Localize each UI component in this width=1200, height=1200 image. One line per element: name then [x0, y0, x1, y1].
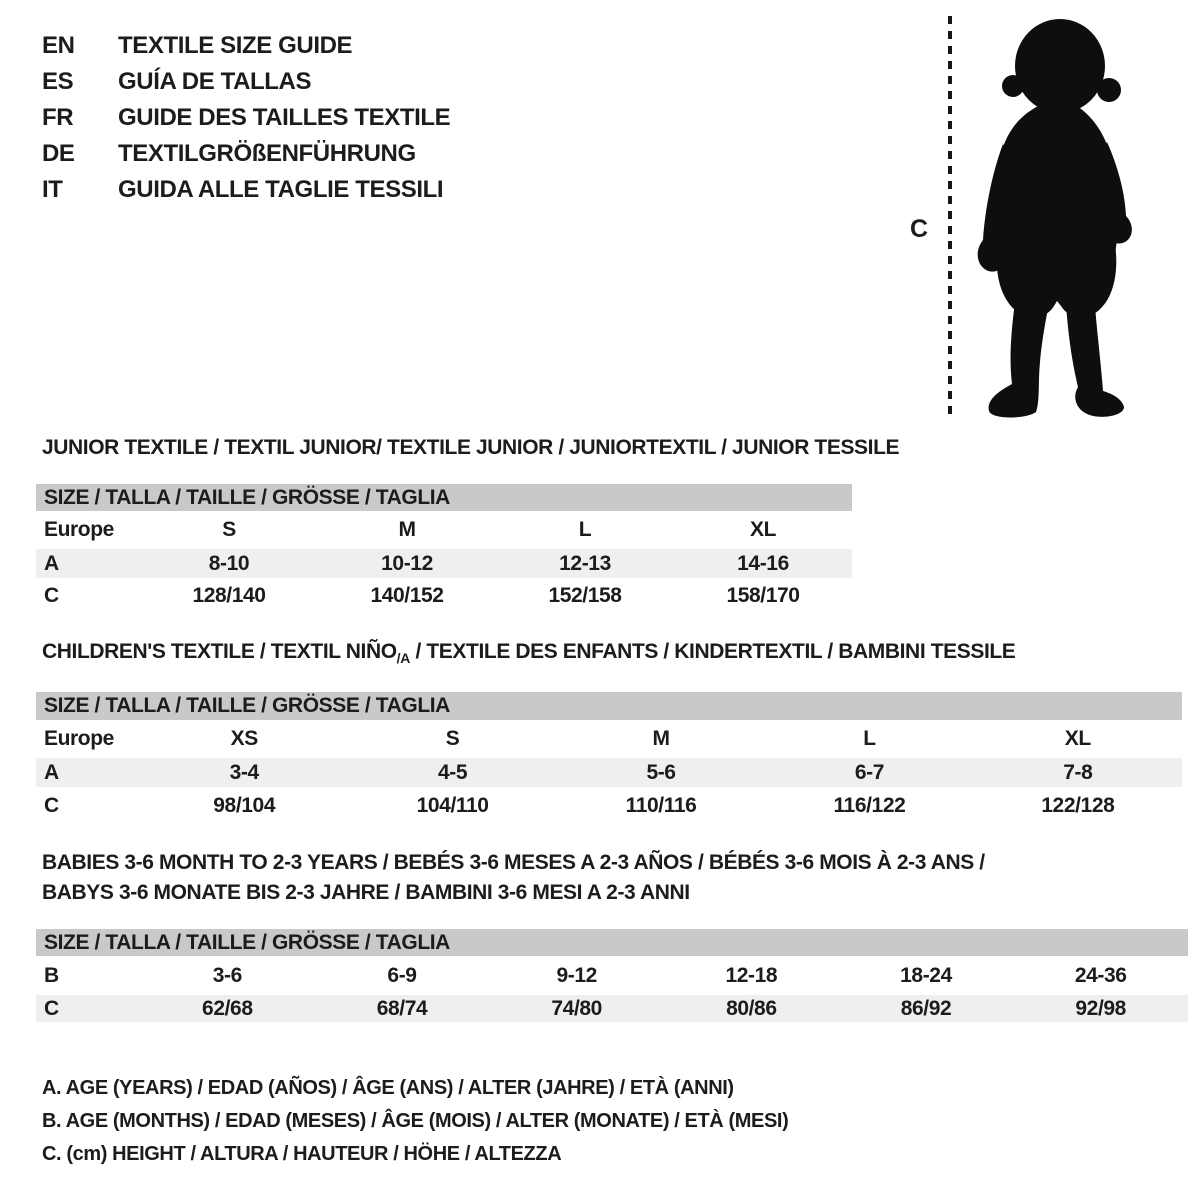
- table-cell: 14-16: [737, 551, 789, 575]
- table-cell: 116/122: [833, 794, 906, 817]
- table-cell: 92/98: [1075, 996, 1126, 1020]
- row-label: C: [44, 794, 59, 817]
- table-cell: 80/86: [726, 996, 777, 1020]
- table-cell: 3-4: [229, 760, 259, 784]
- row-label: Europe: [44, 727, 114, 750]
- children-heading-suffix: / TEXTILE DES ENFANTS / KINDERTEXTIL / BAMBINI TESSILE: [410, 640, 1016, 663]
- junior-section-heading: JUNIOR TEXTILE / TEXTIL JUNIOR/ TEXTILE JUNIOR / JUNIORTEXTIL / JUNIOR TESSILE: [42, 436, 900, 459]
- table-cell: 122/128: [1041, 794, 1115, 817]
- children-row-c: [36, 787, 1182, 825]
- table-cell: 110/116: [625, 794, 697, 817]
- babies-row-c: [36, 995, 1188, 1022]
- guide-title-de: TEXTILGRÖßENFÜHRUNG: [118, 140, 416, 167]
- table-cell: XL: [1064, 727, 1091, 750]
- lang-code-it: IT: [42, 176, 63, 203]
- table-cell: L: [863, 727, 876, 750]
- table-cell: 74/80: [551, 996, 602, 1020]
- table-cell: XS: [230, 727, 258, 750]
- guide-title-es: GUÍA DE TALLAS: [118, 68, 312, 95]
- table-cell: M: [652, 727, 670, 750]
- babies-section-heading-line2: BABYS 3-6 MONATE BIS 2-3 JAHRE / BAMBINI 3-6 MESI A 2-3 ANNI: [42, 881, 690, 904]
- table-cell: L: [578, 518, 592, 541]
- legend-line-c: C. (cm) HEIGHT / ALTURA / HAUTEUR / HÖHE / ALTEZZA: [42, 1143, 562, 1165]
- table-cell: S: [222, 518, 236, 541]
- babies-size-header-bar: SIZE / TALLA / TAILLE / GRÖSSE / TAGLIA: [36, 929, 1188, 956]
- baby-silhouette-icon: [957, 12, 1152, 422]
- table-cell: 10-12: [381, 551, 433, 575]
- lang-code-es: ES: [42, 68, 74, 95]
- legend-line-b: B. AGE (MONTHS) / EDAD (MESES) / ÂGE (MOIS) / ALTER (MONATE) / ETÀ (MESI): [42, 1110, 789, 1132]
- guide-title-it: GUIDA ALLE TAGLIE TESSILI: [118, 176, 444, 203]
- table-cell: 62/68: [202, 996, 253, 1020]
- table-cell: 158/170: [726, 583, 800, 607]
- table-cell: 68/74: [376, 996, 428, 1020]
- lang-code-en: EN: [42, 32, 75, 59]
- table-cell: 8-10: [208, 551, 250, 575]
- table-cell: 128/140: [192, 583, 266, 607]
- table-cell: XL: [749, 518, 777, 541]
- title-line-es: [42, 64, 450, 100]
- table-cell: 12-13: [559, 551, 611, 575]
- children-size-header-bar: SIZE / TALLA / TAILLE / GRÖSSE / TAGLIA: [36, 692, 1182, 720]
- table-cell: 24-36: [1074, 963, 1127, 987]
- table-cell: 4-5: [438, 760, 468, 784]
- junior-row-a: [36, 549, 852, 578]
- lang-code-fr: FR: [42, 104, 74, 131]
- guide-title-fr: GUIDE DES TAILLES TEXTILE: [118, 104, 451, 131]
- table-cell: 98/104: [213, 794, 276, 817]
- table-cell: S: [445, 727, 460, 750]
- junior-row-c: [36, 578, 852, 613]
- children-row-a: [36, 758, 1182, 787]
- row-label: A: [44, 551, 59, 575]
- guide-title-en: TEXTILE SIZE GUIDE: [118, 32, 353, 59]
- table-cell: 6-9: [387, 963, 417, 987]
- title-line-it: [42, 172, 450, 208]
- babies-size-table: [36, 929, 1188, 1022]
- children-size-table: [36, 692, 1182, 825]
- table-cell: 18-24: [900, 963, 952, 987]
- table-cell: 104/110: [416, 794, 489, 817]
- children-section-heading: [42, 640, 1015, 666]
- row-label: A: [44, 760, 59, 784]
- junior-row-europe: [36, 511, 852, 549]
- junior-size-header-bar: SIZE / TALLA / TAILLE / GRÖSSE / TAGLIA: [36, 484, 852, 511]
- title-line-en: [42, 28, 450, 64]
- title-line-fr: [42, 100, 450, 136]
- babies-row-b: [36, 956, 1188, 995]
- children-heading-prefix: CHILDREN'S TEXTILE / TEXTIL NIÑO: [42, 640, 397, 663]
- height-dashed-line: [948, 16, 952, 418]
- table-cell: 140/152: [370, 583, 444, 607]
- table-cell: 152/158: [548, 583, 622, 607]
- legend-line-a: A. AGE (YEARS) / EDAD (AÑOS) / ÂGE (ANS) / ALTER (JAHRE) / ETÀ (ANNI): [42, 1077, 734, 1099]
- table-cell: M: [398, 518, 416, 541]
- language-title-block: [42, 28, 450, 208]
- children-heading-subscript: /A: [396, 650, 411, 666]
- title-line-de: [42, 136, 450, 172]
- table-cell: 5-6: [646, 760, 676, 784]
- height-label-c: C: [910, 215, 928, 243]
- lang-code-de: DE: [42, 140, 75, 167]
- row-label: B: [44, 963, 59, 987]
- table-cell: 12-18: [725, 963, 778, 987]
- row-label: C: [44, 583, 59, 607]
- junior-size-table: [36, 484, 852, 613]
- babies-section-heading-line1: BABIES 3-6 MONTH TO 2-3 YEARS / BEBÉS 3-6 MESES A 2-3 AÑOS / BÉBÉS 3-6 MOIS À 2-3 ANS /: [42, 851, 985, 874]
- legend-block: [42, 1072, 788, 1171]
- table-cell: 6-7: [854, 760, 884, 784]
- children-row-europe: [36, 720, 1182, 758]
- table-cell: 3-6: [212, 963, 242, 987]
- row-label: Europe: [44, 518, 114, 541]
- table-cell: 9-12: [556, 963, 597, 987]
- table-cell: 7-8: [1063, 760, 1093, 784]
- row-label: C: [44, 996, 59, 1020]
- table-cell: 86/92: [900, 996, 952, 1020]
